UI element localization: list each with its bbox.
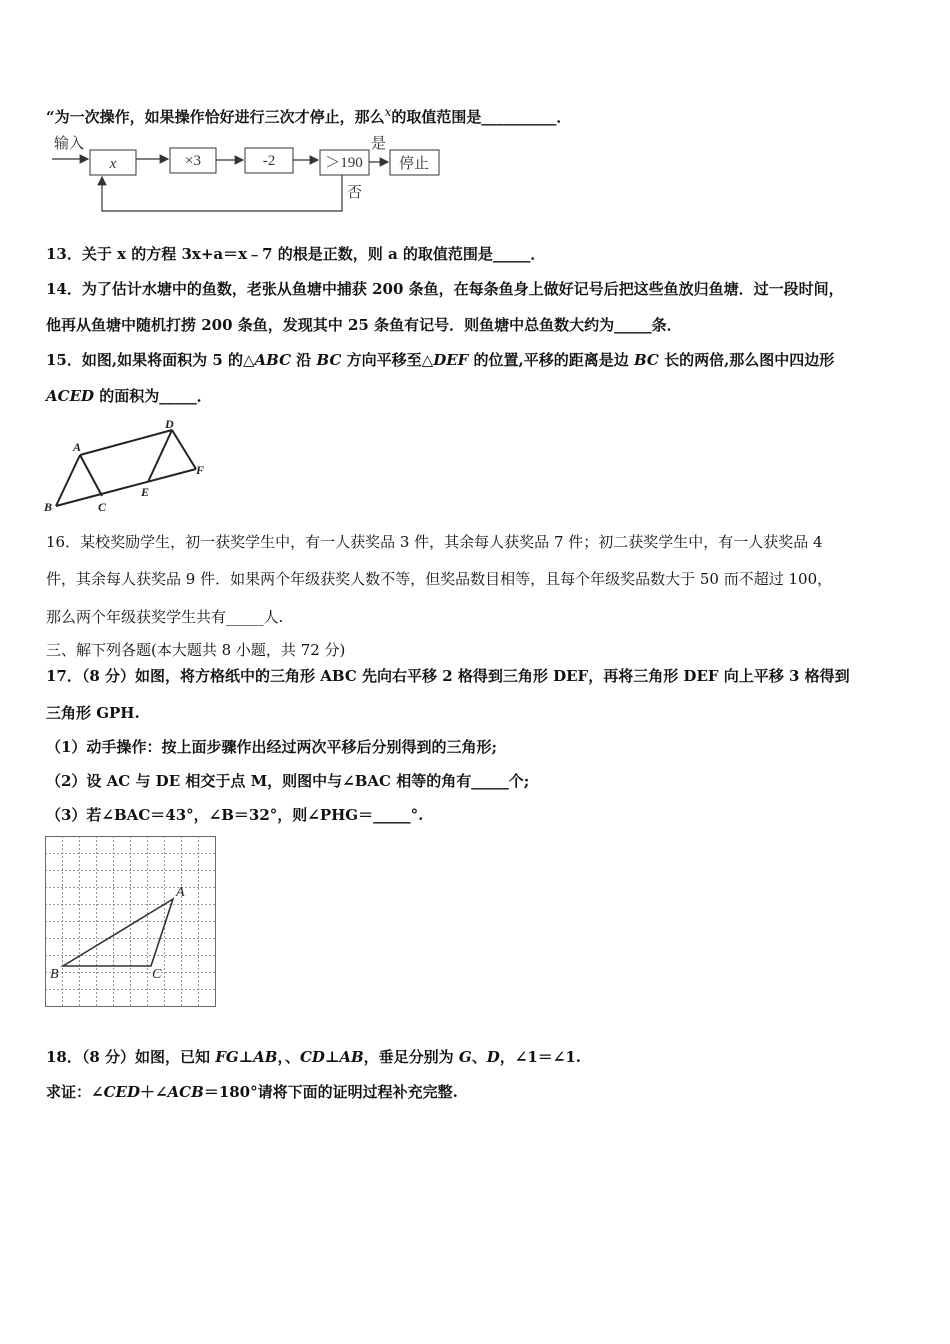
q18-line1: 18．（8 分）如图，已知 FG⊥AB，、CD⊥AB，垂足分别为 G、D，∠1＝∠1. [46,1048,581,1066]
q18-line2: 求证：∠CED＋∠ACB＝180°请将下面的证明过程补充完整. [46,1083,458,1101]
label-A: A [73,440,82,454]
q15-line2: ACED 的面积为_____． [46,387,212,405]
seg-AB [56,455,80,506]
q12-text: “为一次操作，如果操作恰好进行三次才停止，那么$^x$的取值范围是__________． [46,105,572,126]
flow-loop-back [102,175,342,211]
q17-sub1: （1）动手操作：按上面步骤作出经过两次平移后分别得到的三角形; [46,738,497,756]
seg-DF [172,430,196,469]
flow-yes-label: 是 [371,136,387,152]
label-C: C [98,500,107,514]
q16-line2: 件，其余每人获奖品 9 件．如果两个年级获奖人数不等，但奖品数目相等，且每个年级奖品数大于 50 而不超过 100， [46,570,833,588]
q16-line3: 那么两个年级获奖学生共有_____人. [46,608,284,626]
q17-grid-figure [45,836,217,1008]
label-E: E [141,485,150,499]
seg-BF [56,469,196,506]
q17-sub2: （2）设 AC 与 DE 相交于点 M，则图中与∠BAC 相等的角有_____个; [46,772,530,790]
q13-text: 13．关于 x 的方程 3x+a＝x﹣7 的根是正数，则 a 的取值范围是_____． [46,245,546,263]
grid-label-A: A [176,885,185,900]
q15-figure [44,418,214,518]
seg-DE [148,430,172,482]
q12-flowchart [50,134,450,216]
section-3-title: 三、解下列各题(本大题共 8 小题，共 72 分) [46,641,346,659]
flow-no-label: 否 [347,185,363,201]
label-B: B [44,500,53,514]
q14-line2: 他再从鱼塘中随机打捞 200 条鱼，发现其中 25 条鱼有记号．则鱼塘中总鱼数大约为_____条． [46,316,682,334]
grid-label-C: C [152,967,162,982]
label-F: F [196,463,205,477]
q17-line2: 三角形 GPH. [46,704,140,722]
flow-box-stop-label: 停止 [398,156,430,172]
flow-box-times3-label: ×3 [185,153,201,169]
q14-line1: 14．为了估计水塘中的鱼数，老张从鱼塘中捕获 200 条鱼，在每条鱼身上做好记号后把这些鱼放归鱼塘．过一段时间， [46,280,844,298]
grid-lines [45,836,215,1006]
flow-box-compare-label: ＞190 [325,155,363,171]
q16-line1: 16．某校奖励学生，初一获奖学生中，有一人获奖品 3 件，其余每人获奖品 7 件；初二获奖学生中，有一人获奖品 4 [46,533,823,551]
q17-sub3: （3）若∠BAC＝43°，∠B＝32°，则∠PHG＝_____°. [46,806,424,824]
grid-label-B: B [50,967,59,982]
seg-AD [80,430,172,455]
flow-input-label: 输入 [54,136,85,152]
q15-line1: 15．如图,如果将面积为 5 的△ABC 沿 BC 方向平移至△DEF 的位置,平移的距离是边 BC 长的两倍,那么图中四边形 [46,351,835,369]
q17-line1: 17．（8 分）如图，将方格纸中的三角形 ABC 先向右平移 2 格得到三角形 DEF，再将三角形 DEF 向上平移 3 格得到 [46,667,850,685]
label-D: D [165,417,174,431]
flow-box-x-label: x [109,156,117,172]
seg-AC [80,455,102,496]
flow-box-minus2-label: -2 [262,153,276,169]
